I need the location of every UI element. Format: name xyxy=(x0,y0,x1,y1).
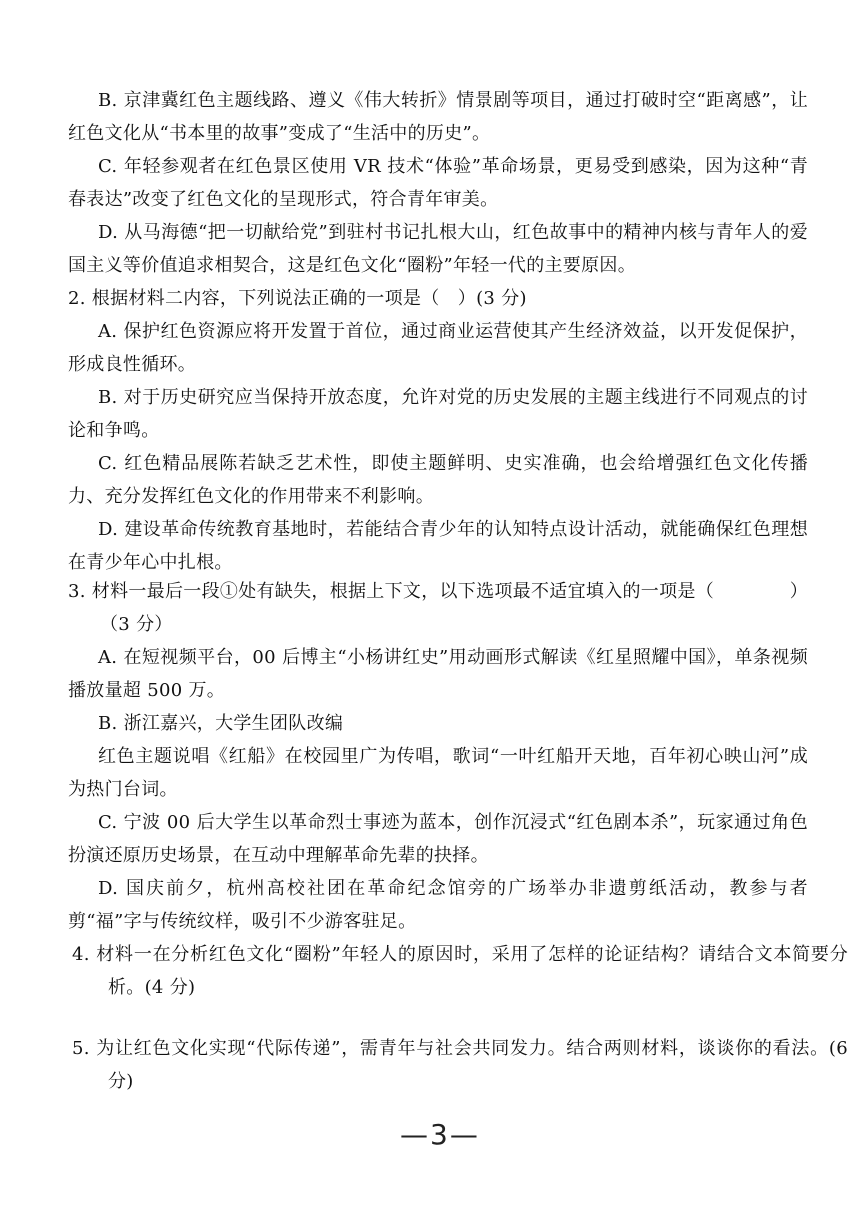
q3-stem-line xyxy=(68,575,808,608)
q1-option-d: D. 从马海德“把一切献给党”到驻村书记扎根大山，红色故事中的精神内核与青年人的爱国主义等价值追求相契合，这是红色文化“圈粉”年轻一代的主要原因。 xyxy=(68,222,808,276)
page-number: —3— xyxy=(400,1118,480,1151)
q1-option-b: B. 京津冀红色主题线路、遵义《伟大转折》情景剧等项目，通过打破时空“距离感”，让红色文化从“书本里的故事”变成了“生活中的历史”。 xyxy=(68,90,808,144)
q3-stem: 3. 材料一最后一段①处有缺失，根据上下文，以下选项最不适宜填入的一项是（ xyxy=(68,581,714,602)
q3-option-c: C. 宁波 00 后大学生以革命烈士事迹为蓝本，创作沉浸式“红色剧本杀”，玩家通过角色扮演还原历史场景，在互动中理解革命先辈的抉择。 xyxy=(68,812,808,866)
q3-stem-paren: ） xyxy=(789,581,808,602)
q2-option-d: D. 建设革命传统教育基地时，若能结合青少年的认知特点设计活动，就能确保红色理想在青少年心中扎根。 xyxy=(68,519,808,573)
q3-option-a: A. 在短视频平台，00 后博主“小杨讲红史”用动画形式解读《红星照耀中国》，单条视频播放量超 500 万。 xyxy=(68,647,808,701)
q3-score: （3 分） xyxy=(100,614,173,635)
q3-option-b-line1: B. 浙江嘉兴，大学生团队改编 xyxy=(98,713,344,734)
q3-option-d: D. 国庆前夕，杭州高校社团在革命纪念馆旁的广场举办非遗剪纸活动，教参与者剪“福”字与传统纹样，吸引不少游客驻足。 xyxy=(68,878,808,932)
q4-stem: 4. 材料一在分析红色文化“圈粉”年轻人的原因时，采用了怎样的论证结构？请结合文本简要分析。(4 分) xyxy=(72,944,848,998)
q2-option-a: A. 保护红色资源应将开发置于首位，通过商业运营使其产生经济效益，以开发促保护，形成良性循环。 xyxy=(68,321,808,375)
q3-option-b-line2: 红色主题说唱《红船》在校园里广为传唱，歌词“一叶红船开天地，百年初心映山河”成为热门台词。 xyxy=(68,746,808,800)
q2-option-c: C. 红色精品展陈若缺乏艺术性，即使主题鲜明、史实准确，也会给增强红色文化传播力、充分发挥红色文化的作用带来不利影响。 xyxy=(68,453,808,507)
q5-stem: 5. 为让红色文化实现“代际传递”，需青年与社会共同发力。结合两则材料，谈谈你的看法。(6 分) xyxy=(72,1038,848,1092)
q2-stem: 2. 根据材料二内容，下列说法正确的一项是（ ）(3 分) xyxy=(68,288,527,309)
q1-option-c: C. 年轻参观者在红色景区使用 VR 技术“体验”革命场景，更易受到感染，因为这种“青春表达”改变了红色文化的呈现形式，符合青年审美。 xyxy=(68,156,808,210)
q2-option-b: B. 对于历史研究应当保持开放态度，允许对党的历史发展的主题主线进行不同观点的讨论和争鸣。 xyxy=(68,387,808,441)
